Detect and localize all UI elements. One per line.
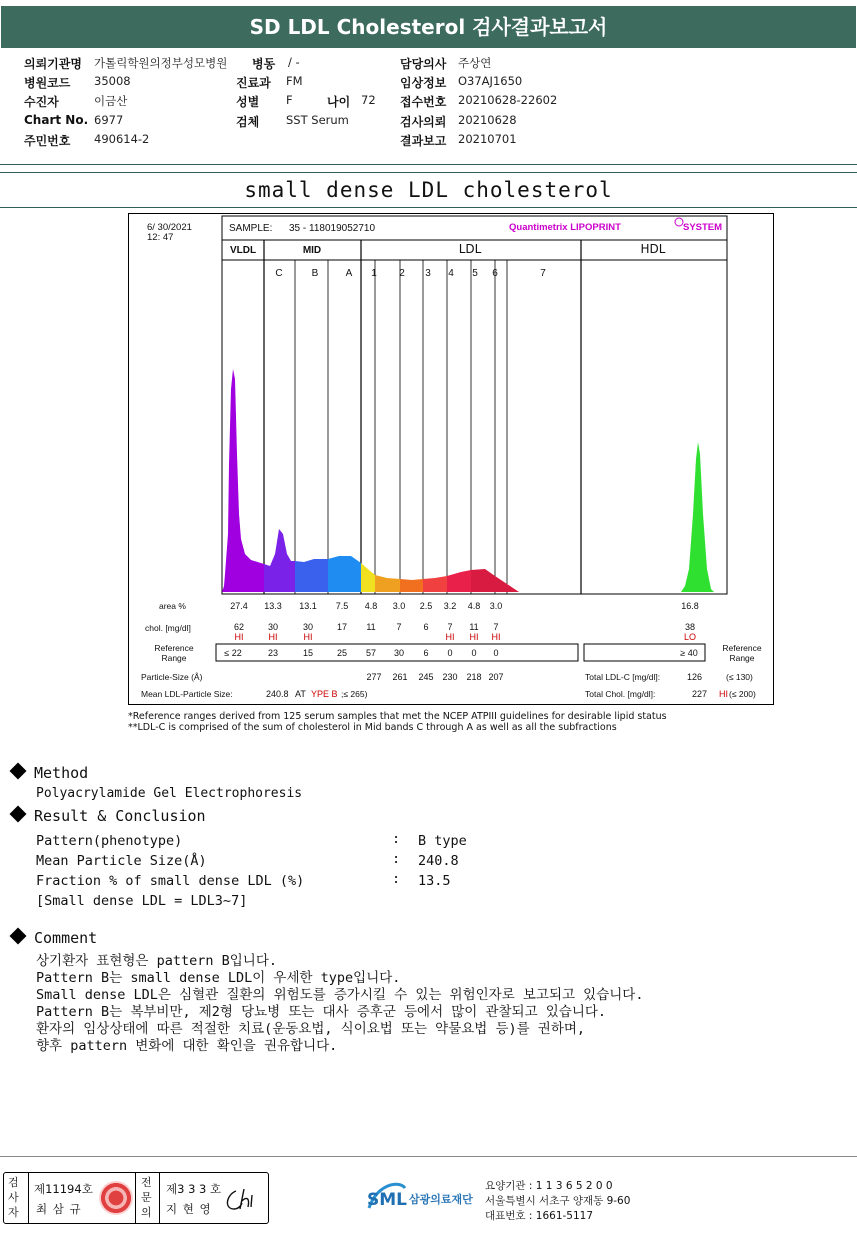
profile-segment [295, 559, 328, 592]
hdl-chol-value: 38 [684, 622, 696, 632]
comment-line: 환자의 임상상태에 따른 적절한 치료(운동요법, 식이요법 또는 약물요법 등)를 권하며, [36, 1021, 586, 1037]
footnote: **LDL-C is comprised of the sum of cholesterol in Mid bands C through A as well as all the subfractions [128, 722, 617, 733]
result-label: Mean Particle Size(Å) [36, 853, 207, 869]
result-value: B type [418, 833, 467, 849]
info-value: 35008 [94, 74, 131, 88]
profile-segment [361, 563, 375, 592]
ref-value: 25 [336, 648, 348, 658]
comment-line: 향후 pattern 변화에 대한 확인을 권유합니다. [36, 1038, 338, 1054]
mid-band-label: B [311, 268, 319, 279]
examiner-label: 검사자 [8, 1176, 19, 1219]
chol-value: 11 [469, 622, 479, 632]
chol-value: 7 [447, 622, 453, 632]
brand-mark-icon [675, 218, 683, 226]
seal-stamp [99, 1181, 133, 1215]
org-info [485, 1179, 630, 1224]
info-row [24, 113, 844, 131]
chol-flag: HI [469, 632, 479, 642]
result-value: 240.8 [418, 853, 459, 869]
result-value: 13.5 [418, 873, 451, 889]
result-note: [Small dense LDL = LDL3~7] [36, 893, 248, 909]
result-label: Pattern(phenotype) [36, 833, 183, 849]
method-text: Polyacrylamide Gel Electrophoresis [36, 786, 303, 801]
info-label: Chart No. [24, 113, 89, 127]
diamond-icon [10, 928, 27, 945]
profile-segment [222, 369, 264, 592]
total-ldl-label: Total LDL-C [mg/dl]: [585, 672, 661, 682]
sample-label: SAMPLE: [229, 223, 273, 234]
profile-segment [375, 575, 400, 592]
profile-segment [447, 570, 471, 592]
report-title: SD LDL Cholesterol 검사결과보고서 [1, 6, 856, 48]
chol-value: 17 [336, 622, 348, 632]
method-heading [12, 764, 88, 782]
chol-flag: HI [268, 632, 278, 642]
org-name: 삼광의료재단 [409, 1193, 473, 1206]
sml-logo-icon [365, 1178, 477, 1218]
hdl-ref-value: ≥ 40 [680, 648, 698, 658]
chart-time: 12: 47 [147, 232, 174, 243]
mean-size-value: 240.8 [266, 689, 289, 699]
footnote: *Reference ranges derived from 125 serum samples that met the NCEP ATPIII guidelines for desirable lipid status [128, 711, 667, 722]
ldl-band-label: 4 [448, 268, 454, 279]
logo-text: SML [367, 1190, 407, 1210]
ldl-band-label: 1 [371, 268, 377, 279]
info-row [24, 93, 844, 111]
section-title: small dense LDL cholesterol [244, 178, 613, 202]
examiner-license: 제11194호 [34, 1182, 93, 1196]
org-info-line: 대표번호 : 1661-5117 [485, 1210, 594, 1222]
area-value: 4.8 [364, 601, 378, 611]
ref-value: 15 [302, 648, 314, 658]
area-value: 3.0 [489, 601, 503, 611]
info-label: 임상정보 [400, 76, 447, 90]
divider [159, 1173, 160, 1223]
result-sep: : [392, 851, 401, 867]
particle-size-value: 245 [418, 672, 434, 682]
info-label: 의뢰기관명 [24, 57, 82, 71]
lipoprint-svg [129, 214, 775, 706]
profile-segment [328, 556, 361, 592]
ref-value: 30 [393, 648, 405, 658]
ref-label: Range [161, 653, 187, 663]
group-label-vldl: VLDL [229, 245, 257, 256]
chol-value: 30 [302, 622, 314, 632]
info-value: / - [288, 55, 300, 69]
divider [0, 1156, 857, 1157]
chol-value: 7 [396, 622, 402, 632]
chol-flag: HI [234, 632, 244, 642]
ldl-band-label: 3 [425, 268, 431, 279]
divider [0, 172, 857, 173]
info-value: FM [286, 74, 303, 88]
comment-line: Pattern B는 small dense LDL이 우세한 type입니다. [36, 970, 401, 986]
org-logo [365, 1178, 477, 1222]
ref-label-right: Reference [722, 643, 762, 653]
info-value: 20210628-22602 [458, 93, 558, 107]
profile-segment [423, 576, 447, 592]
brand-suffix: SYSTEM [683, 222, 723, 233]
result-heading [12, 807, 206, 825]
profile-segment [400, 579, 423, 592]
group-label-mid: MID [302, 245, 322, 256]
info-value: O37AJ1650 [458, 74, 523, 88]
divider [135, 1173, 136, 1223]
chol-flag: HI [491, 632, 501, 642]
particle-size-value: 277 [366, 672, 382, 682]
info-label: 검체 [236, 115, 260, 129]
info-value: 20210701 [458, 132, 517, 146]
lipoprint-chart [128, 213, 774, 705]
comment-line: Pattern B는 복부비만, 제2형 당뇨병 또는 대사 증후군 등에서 많이 관찰되고 있습니다. [36, 1004, 607, 1020]
method-heading-text: Method [34, 764, 89, 782]
patient-info [24, 55, 844, 155]
info-label: 성별 [236, 95, 260, 109]
comment-line: Small dense LDL은 심혈관 질환의 위험도를 증가시킬 수 있는 위험인자로 보고되고 있습니다. [36, 987, 644, 1003]
info-label: 병원코드 [24, 76, 71, 90]
divider [0, 207, 857, 208]
org-info-line: 서울특별시 서초구 양재동 9-60 [485, 1195, 631, 1207]
ref-label: Reference [154, 643, 194, 653]
info-label: 병동 [252, 57, 276, 71]
ref-value: 23 [267, 648, 279, 658]
mean-size-type: AT [295, 689, 306, 699]
area-value: 13.3 [264, 601, 282, 611]
info-value: F [286, 93, 293, 107]
area-value: 3.2 [443, 601, 457, 611]
ldl-band-label: 5 [472, 268, 478, 279]
divider [0, 164, 857, 165]
mean-size-ref: ;≤ 265) [341, 689, 368, 699]
info-label: 수진자 [24, 95, 59, 109]
chol-value: 62 [233, 622, 245, 632]
area-label: area % [159, 601, 186, 611]
area-value: 3.0 [392, 601, 406, 611]
ref-value: 6 [423, 648, 429, 658]
result-sep: : [392, 871, 401, 887]
info-row [24, 55, 844, 73]
info-label: 접수번호 [400, 95, 447, 109]
info-value: 이금산 [94, 94, 128, 108]
particle-size-value: 230 [442, 672, 458, 682]
info-label: 담당의사 [400, 57, 447, 71]
mean-size-label: Mean LDL-Particle Size: [141, 689, 233, 699]
area-value: 27.4 [230, 601, 248, 611]
info-label: 결과보고 [400, 134, 447, 148]
plot-frame [222, 240, 727, 594]
examiner-name: 최 삼 규 [36, 1202, 82, 1216]
chol-value: 11 [366, 622, 376, 632]
total-chol-flag: HI [719, 689, 728, 699]
diamond-icon [10, 806, 27, 823]
sample-id: 35 - 118019052710 [289, 223, 376, 234]
info-value: 72 [361, 93, 376, 107]
info-value: 20210628 [458, 113, 517, 127]
chol-flag: HI [303, 632, 313, 642]
total-ldl-value: 126 [687, 672, 703, 682]
mid-band-label: C [275, 268, 283, 279]
mid-band-label: A [345, 268, 353, 279]
chol-flag: HI [445, 632, 455, 642]
signature-box [3, 1172, 269, 1224]
area-value: 4.8 [467, 601, 481, 611]
group-label-hdl: HDL [640, 242, 666, 256]
ldl-band-label: 2 [399, 268, 405, 279]
result-label: Fraction % of small dense LDL (%) [36, 873, 305, 889]
area-value: 13.1 [299, 601, 317, 611]
info-row [24, 132, 844, 150]
ref-value: 57 [365, 648, 377, 658]
total-chol-value: 227 [692, 689, 708, 699]
ref-value: ≤ 22 [224, 648, 242, 658]
result-sep: : [392, 831, 401, 847]
particle-size-value: 207 [488, 672, 504, 682]
comment-heading-text: Comment [34, 929, 98, 947]
ref-value: 0 [493, 648, 499, 658]
mean-size-type-flag: YPE B [311, 689, 338, 699]
profile-segment [681, 442, 714, 592]
info-value: 주상연 [458, 56, 492, 70]
chol-value: 6 [423, 622, 429, 632]
specialist-label: 전문의 [141, 1176, 152, 1219]
area-value: 7.5 [335, 601, 349, 611]
info-value: 6977 [94, 113, 124, 127]
info-label: 나이 [327, 95, 351, 109]
info-value: 가톨릭학원의정부성모병원 [94, 56, 228, 70]
org-info-line: 요양기관 : 1 1 3 6 5 2 0 0 [485, 1180, 613, 1192]
specialist-name: 지 현 영 [166, 1202, 212, 1216]
info-value: 490614-2 [94, 132, 150, 146]
particle-size-label: Particle-Size (Å) [141, 672, 203, 682]
hdl-chol-flag: LO [683, 632, 697, 642]
handwritten-signature [222, 1185, 262, 1215]
ref-label-right: Range [729, 653, 755, 663]
ldl-band-label: 6 [492, 268, 498, 279]
info-label: 주민번호 [24, 134, 71, 148]
info-row [24, 74, 844, 92]
info-value: SST Serum [286, 113, 349, 127]
area-value: 2.5 [419, 601, 433, 611]
total-ldl-ref: (≤ 130) [726, 672, 753, 682]
chol-value: 30 [267, 622, 279, 632]
chol-value: 7 [493, 622, 499, 632]
chart-date: 6/ 30/2021 [147, 222, 192, 233]
info-label: 검사의뢰 [400, 115, 447, 129]
hdl-area-value: 16.8 [681, 601, 699, 611]
info-label: 진료과 [236, 76, 271, 90]
group-label-ldl: LDL [458, 242, 482, 256]
comment-heading [12, 929, 97, 947]
comment-line: 상기환자 표현형은 pattern B입니다. [36, 953, 277, 969]
divider [28, 1173, 29, 1223]
specialist-license: 제3 3 3 호 [166, 1182, 222, 1196]
ldl-band-label: 7 [540, 268, 546, 279]
diamond-icon [10, 763, 27, 780]
ref-value: 0 [447, 648, 453, 658]
total-chol-label: Total Chol. [mg/dl]: [585, 689, 656, 699]
result-heading-text: Result & Conclusion [34, 807, 206, 825]
particle-size-value: 261 [392, 672, 408, 682]
particle-size-value: 218 [466, 672, 482, 682]
chol-label: chol. [mg/dl] [145, 623, 191, 633]
brand-text: Quantimetrix LIPOPRINT [509, 222, 621, 233]
ref-value: 0 [471, 648, 477, 658]
total-chol-ref: (≤ 200) [729, 689, 756, 699]
profile-segment [264, 529, 295, 592]
